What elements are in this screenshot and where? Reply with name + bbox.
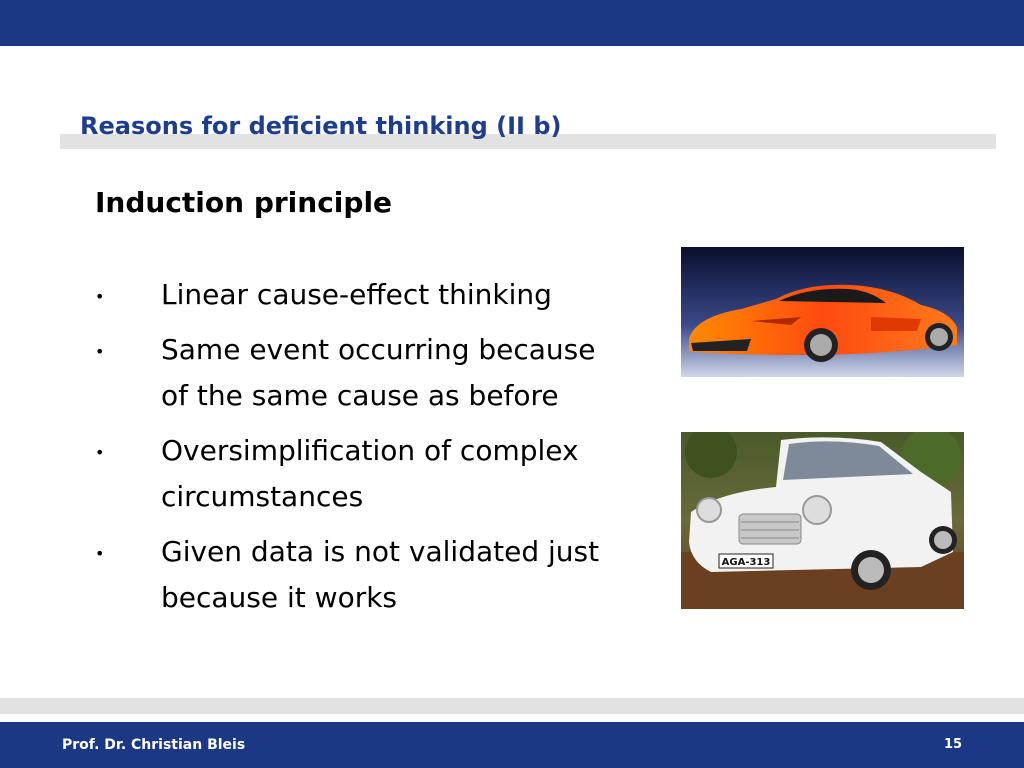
footer-gray-band	[0, 698, 1024, 714]
slide-subtitle: Induction principle	[95, 186, 393, 219]
footer-author: Prof. Dr. Christian Bleis	[62, 737, 246, 753]
bullet-marker: •	[95, 443, 105, 462]
page-number: 15	[944, 737, 963, 752]
modified-car-image	[681, 432, 964, 609]
bullet-marker: •	[95, 342, 105, 361]
bullet-item-2: Same event occurring because of the same cause as before	[161, 333, 596, 412]
bullet-item-1: Linear cause-effect thinking	[161, 278, 552, 311]
license-plate-text: AGA-313	[721, 557, 771, 568]
top-header-bar	[0, 0, 1024, 46]
sports-car-image	[681, 247, 964, 377]
bullet-marker: •	[95, 544, 105, 563]
bullet-item-3: Oversimplification of complex circumstances	[161, 434, 579, 513]
slide-title: Reasons for deficient thinking (II b)	[80, 112, 562, 140]
bullet-item-4: Given data is not validated just because it works	[161, 535, 600, 614]
bullet-marker: •	[95, 287, 105, 306]
